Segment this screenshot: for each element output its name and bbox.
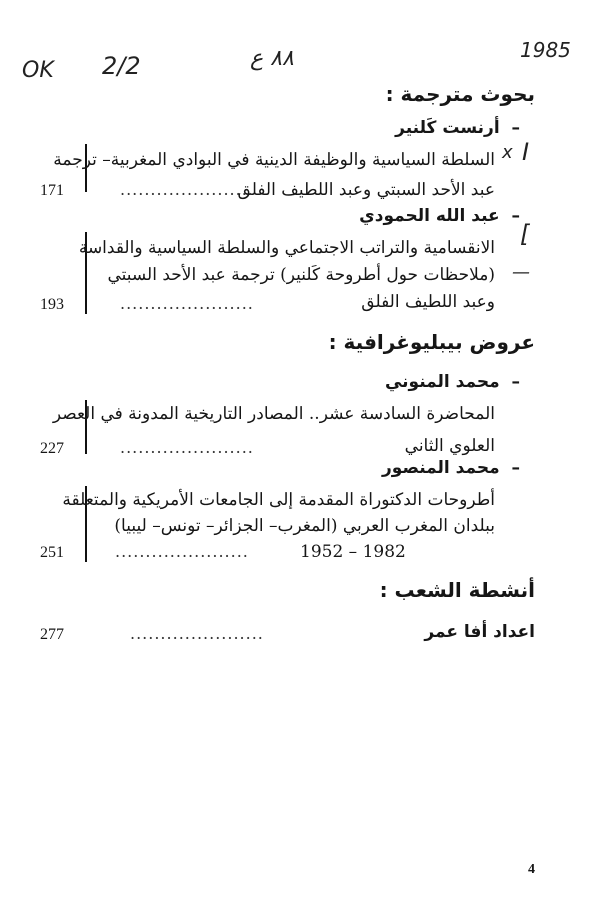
- entry-3-author: – محمد المنوني: [384, 372, 520, 392]
- entry-2-line-3: وعبد اللطيف الفلق: [361, 292, 495, 312]
- entry-4-leader: ......................: [115, 542, 249, 561]
- entry-5-author: اعداد أفا عمر: [424, 622, 535, 642]
- margin-mark-i: I: [522, 138, 530, 166]
- entry-3-page: 227: [40, 440, 64, 457]
- handwritten-year: 1985: [520, 38, 571, 62]
- entry-1-page: 171: [40, 182, 64, 199]
- entry-2-line-2: (ملاحظات حول أطروحة كَلنير) ترجمة عبد الأحد السبتي: [107, 265, 495, 285]
- entry-5-page: 277: [40, 626, 64, 643]
- section-title-activities: أنشطة الشعب :: [379, 578, 535, 602]
- handwritten-fraction: 2/2: [102, 52, 141, 80]
- section-title-translated: بحوث مترجمة :: [385, 82, 535, 106]
- entry-3-leader: ......................: [120, 438, 254, 457]
- handwritten-ok: OK: [22, 58, 54, 83]
- entry-4-line-1: أطروحات الدكتوراة المقدمة إلى الجامعات الأمريكية والمتعلقة: [62, 490, 495, 510]
- entry-2-author: – عبد الله الحمودي: [359, 206, 520, 226]
- handwritten-number: ٨٨ ع: [250, 46, 294, 71]
- entry-4-line-2: ببلدان المغرب العربي (المغرب– الجزائر– تونس– ليبيا): [114, 516, 495, 536]
- margin-mark-x: x: [502, 142, 513, 163]
- entry-1-line-2: عبد الأحد السبتي وعبد اللطيف الفلق: [237, 180, 495, 200]
- entry-5-leader: ......................: [130, 624, 264, 643]
- entry-3-line-2: العلوي الثاني: [404, 436, 495, 456]
- margin-mark-bracket: [: [520, 220, 530, 248]
- entry-4-page: 251: [40, 544, 64, 561]
- entry-4-author: – محمد المنصور: [382, 458, 520, 478]
- entry-2-leader: ......................: [120, 294, 254, 313]
- margin-mark-stroke: —: [512, 262, 530, 283]
- entry-1-leader: ......................: [120, 180, 254, 199]
- entry-4-line-3: 1952 – 1982: [300, 542, 406, 562]
- entry-1-line-1: السلطة السياسية والوظيفة الدينية في البوادي المغربية– ترجمة: [53, 150, 495, 170]
- entry-2-page: 193: [40, 296, 64, 313]
- page-number: 4: [528, 862, 535, 877]
- entry-3-line-1: المحاضرة السادسة عشر.. المصادر التاريخية المدونة في العصر: [52, 404, 495, 424]
- entry-1-author: – أرنست كَلنير: [395, 118, 520, 138]
- section-title-bibliographic: عروض بيبليوغرافية :: [328, 330, 535, 354]
- entry-2-line-1: الانقسامية والتراتب الاجتماعي والسلطة السياسية والقداسة: [78, 238, 495, 258]
